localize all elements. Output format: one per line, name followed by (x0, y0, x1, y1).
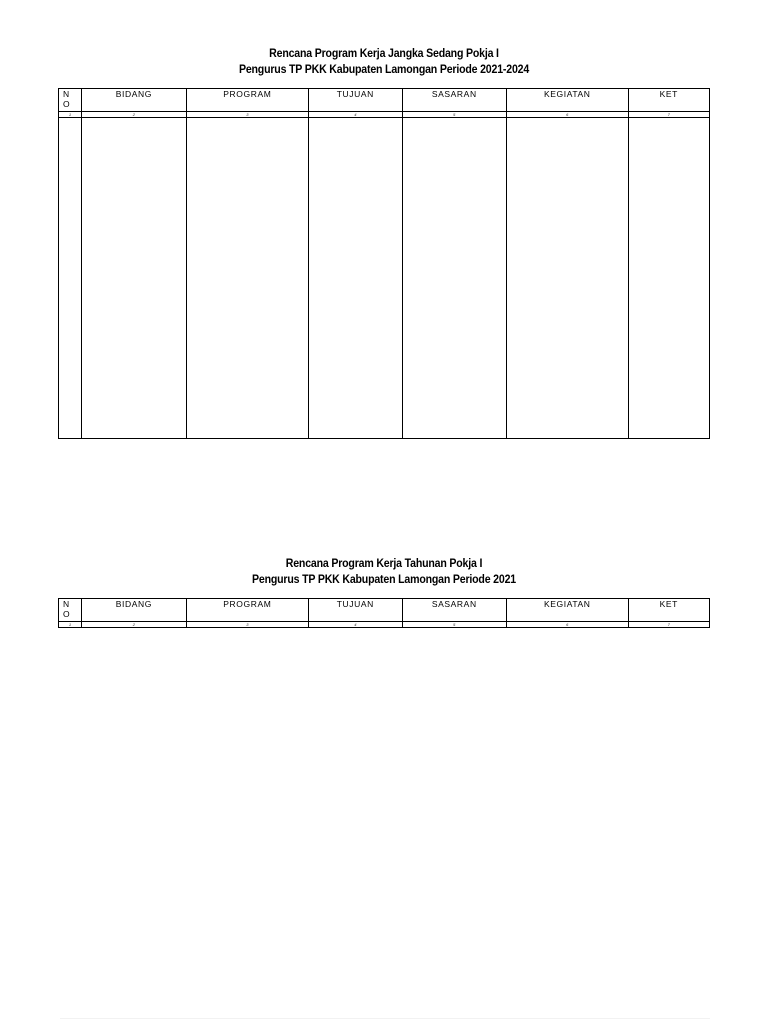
page-bottom-divider (60, 1018, 710, 1019)
column-number-1: 1 (59, 622, 82, 628)
medium-term-plan-title-block (58, 46, 710, 78)
header-bidang: BIDANG (82, 89, 186, 112)
table-header-row (59, 599, 710, 622)
header-kegiatan: KEGIATAN (507, 89, 629, 112)
column-number-5: 5 (402, 112, 506, 118)
column-number-7: 7 (628, 622, 709, 628)
column-number-4: 4 (309, 622, 402, 628)
header-program: PROGRAM (186, 89, 309, 112)
column-number-5: 5 (402, 622, 506, 628)
header-ket: KET (628, 599, 709, 622)
medium-term-plan-subtitle: Pengurus TP PKK Kabupaten Lamongan Periode 2021-2024 (238, 64, 530, 76)
header-kegiatan: KEGIATAN (507, 599, 629, 622)
annual-plan-section (58, 556, 710, 628)
header-no-bottom: O (63, 99, 71, 109)
body-cell-kegiatan (507, 118, 629, 439)
table-header-row (59, 89, 710, 112)
annual-plan-subtitle: Pengurus TP PKK Kabupaten Lamongan Periode 2021 (252, 574, 516, 586)
header-tujuan: TUJUAN (309, 89, 402, 112)
body-cell-sasaran (402, 118, 506, 439)
header-program: PROGRAM (186, 599, 309, 622)
body-cell-ket (628, 118, 709, 439)
header-tujuan: TUJUAN (309, 599, 402, 622)
header-no (59, 599, 82, 622)
body-cell-bidang (82, 118, 186, 439)
header-no-top: N (63, 89, 70, 99)
column-number-3: 3 (186, 622, 309, 628)
medium-term-plan-title: Rencana Program Kerja Jangka Sedang Pokja I (269, 48, 499, 60)
body-cell-program (186, 118, 309, 439)
header-no-top: N (63, 599, 70, 609)
header-bidang: BIDANG (82, 599, 186, 622)
table-body-row (59, 118, 710, 439)
header-sasaran: SASARAN (402, 89, 506, 112)
body-cell-tujuan (309, 118, 402, 439)
column-number-row (59, 622, 710, 628)
medium-term-plan-section (58, 46, 710, 439)
column-number-7: 7 (628, 112, 709, 118)
header-sasaran: SASARAN (402, 599, 506, 622)
column-number-2: 2 (82, 112, 186, 118)
column-number-2: 2 (82, 622, 186, 628)
column-number-6: 6 (507, 112, 629, 118)
column-number-6: 6 (507, 622, 629, 628)
column-number-1: 1 (59, 112, 82, 118)
header-no-bottom: O (63, 609, 71, 619)
header-ket: KET (628, 89, 709, 112)
column-number-3: 3 (186, 112, 309, 118)
header-no (59, 89, 82, 112)
body-cell-no (59, 118, 82, 439)
annual-plan-title: Rencana Program Kerja Tahunan Pokja I (285, 558, 483, 570)
column-number-4: 4 (309, 112, 402, 118)
annual-plan-title-block (58, 556, 710, 588)
medium-term-plan-table (58, 88, 710, 439)
annual-plan-table (58, 598, 710, 628)
